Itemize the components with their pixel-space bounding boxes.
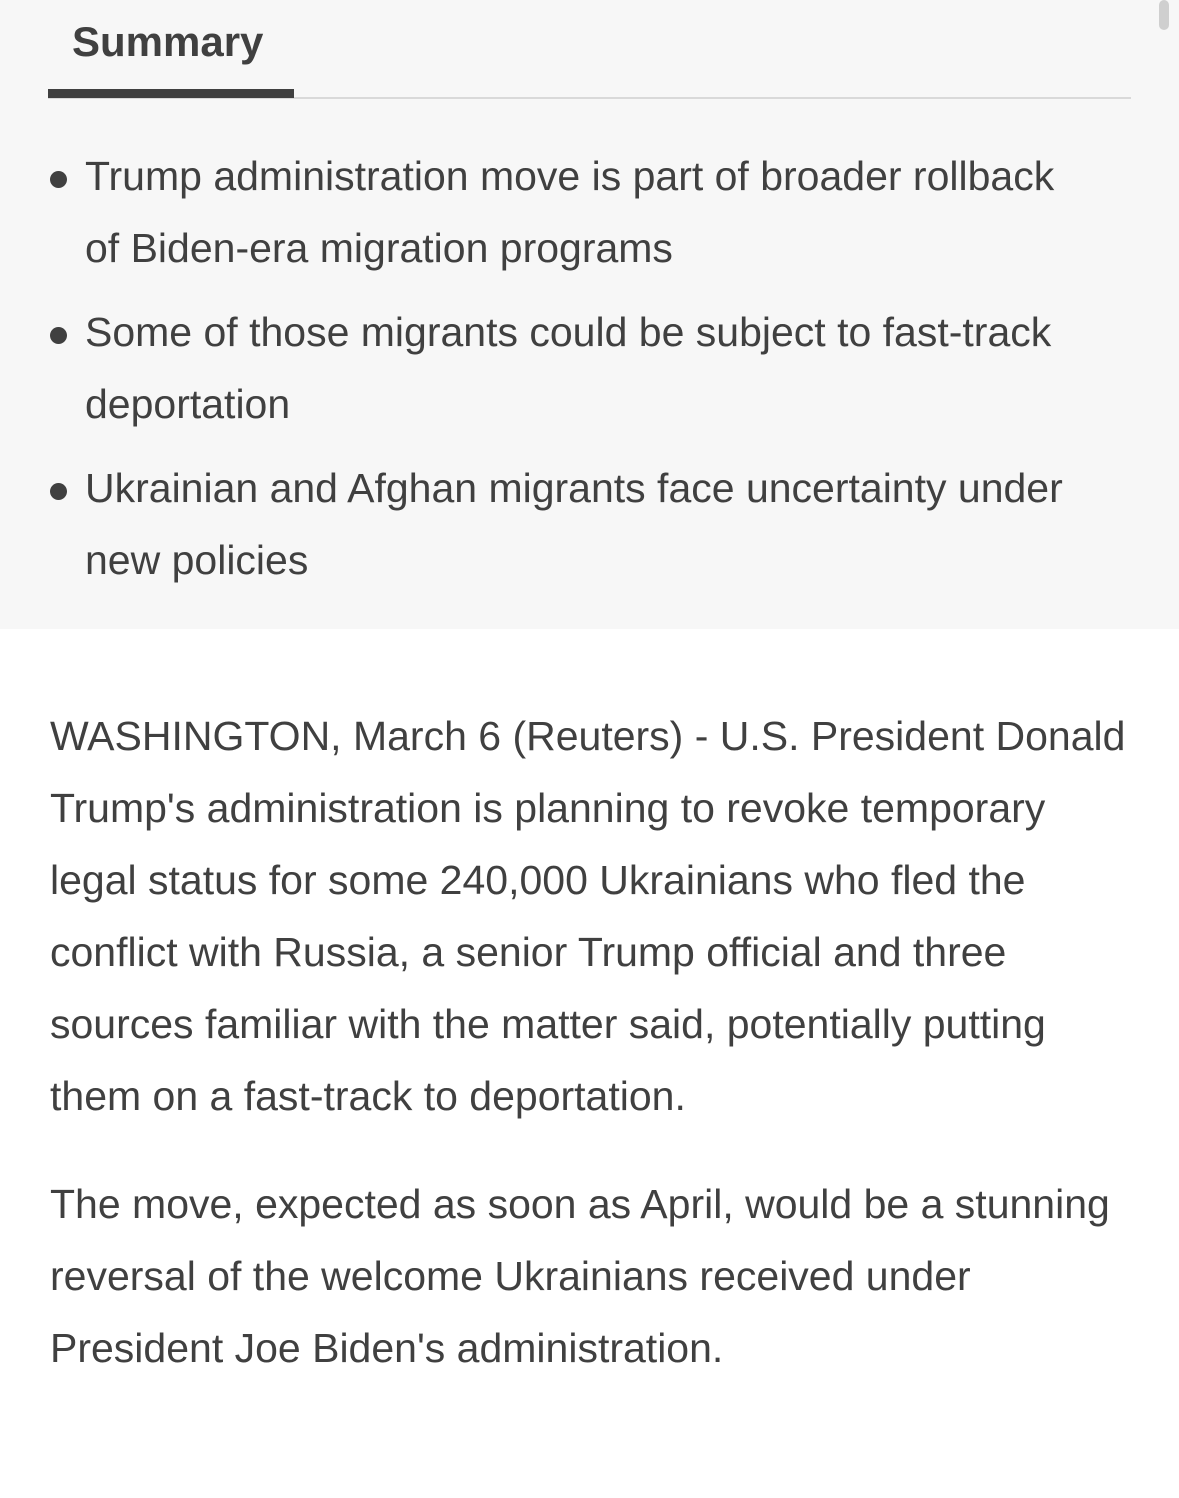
bullet-icon <box>50 171 67 188</box>
tab-summary-label: Summary <box>72 18 264 65</box>
summary-item-text: Ukrainian and Afghan migrants face uncertainty under new policies <box>85 465 1063 583</box>
bullet-icon <box>50 483 67 500</box>
scrollbar[interactable] <box>1159 0 1169 30</box>
summary-item <box>0 452 1075 596</box>
summary-panel <box>0 0 1179 629</box>
article-paragraph: WASHINGTON, March 6 (Reuters) - U.S. President Donald Trump's administration is planning to revoke temporary legal status for some 240,000 Ukrainians who fled the conflict with Russia, a senior Trump official and three sources familiar with the matter said, potentially putting them on a fast-track to deportation. <box>50 713 1126 1119</box>
summary-list <box>0 140 1179 608</box>
tab-active-indicator <box>48 89 294 98</box>
tab-bar <box>48 0 1131 100</box>
summary-item <box>0 296 1075 440</box>
summary-item-text: Some of those migrants could be subject to fast-track deportation <box>85 309 1052 427</box>
summary-item-text: Trump administration move is part of broader rollback of Biden-era migration programs <box>85 153 1055 271</box>
article-paragraph: The move, expected as soon as April, would be a stunning reversal of the welcome Ukrainians received under President Joe Biden's administration. <box>50 1181 1110 1371</box>
summary-item <box>0 140 1075 284</box>
bullet-icon <box>50 327 67 344</box>
article-body <box>50 700 1135 1420</box>
tab-summary[interactable] <box>48 0 294 98</box>
